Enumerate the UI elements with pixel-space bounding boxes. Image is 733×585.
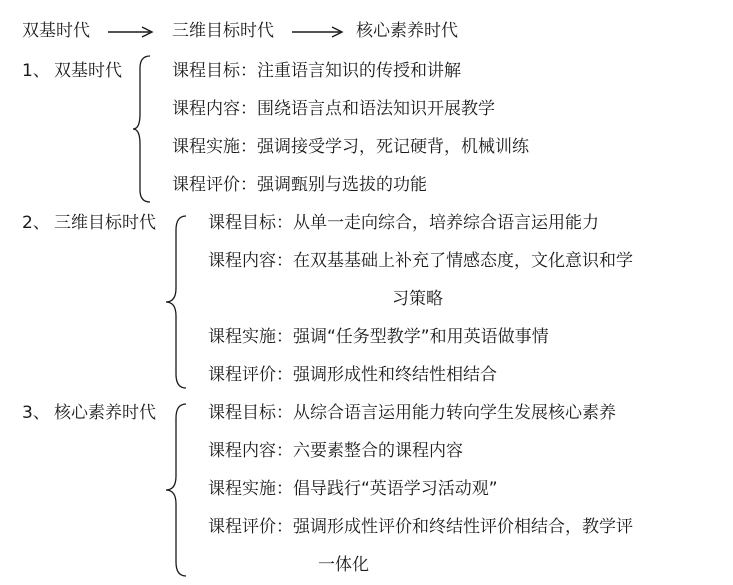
left-brace-icon [132,54,154,204]
section-3-item-goal: 课程目标：从综合语言运用能力转向学生发展核心素养 [208,403,616,423]
left-brace-icon [164,214,190,390]
arrow-right-icon [292,26,344,38]
section-3-item-content: 课程内容：六要素整合的课程内容 [208,441,463,461]
left-brace-icon [164,402,190,578]
section-3-item-evaluation: 课程评价：强调形成性评价和终结性评价相结合，教学评 [208,517,633,537]
section-1-item-goal: 课程目标：注重语言知识的传授和讲解 [172,61,461,81]
section-3-item-evaluation-cont: 一体化 [318,555,369,575]
timeline-stage-1: 双基时代 [22,21,90,41]
section-3-item-implementation: 课程实施：倡导践行“英语学习活动观” [208,479,498,499]
section-2-item-implementation: 课程实施：强调“任务型教学”和用英语做事情 [208,327,549,347]
timeline-stage-2: 三维目标时代 [172,21,274,41]
arrow-right-icon [108,26,154,38]
section-1-item-evaluation: 课程评价：强调甄别与选拔的功能 [172,175,427,195]
section-1-number: 1、 [22,61,50,81]
section-2-item-evaluation: 课程评价：强调形成性和终结性相结合 [208,365,497,385]
section-2-item-content: 课程内容：在双基基础上补充了情感态度，文化意识和学 [208,251,633,271]
section-2-number: 2、 [22,213,50,233]
section-3-title: 核心素养时代 [54,403,156,423]
section-3-number: 3、 [22,403,50,423]
section-1-title: 双基时代 [54,61,122,81]
section-2-item-goal: 课程目标：从单一走向综合，培养综合语言运用能力 [208,213,599,233]
section-1-item-content: 课程内容：围绕语言点和语法知识开展教学 [172,99,495,119]
section-2-item-content-cont: 习策略 [392,289,443,309]
section-1-item-implementation: 课程实施：强调接受学习，死记硬背，机械训练 [172,137,529,157]
timeline-stage-3: 核心素养时代 [356,21,458,41]
section-2-title: 三维目标时代 [54,213,156,233]
